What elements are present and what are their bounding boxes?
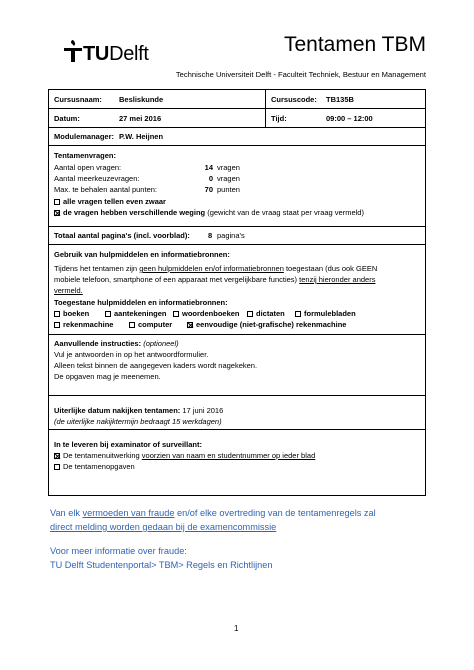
info-line-2[interactable]: TU Delft Studentenportal> TBM> Regels en Richtlijnen <box>50 560 273 570</box>
extra-heading: Aanvullende instructies: (optioneel) <box>54 339 179 348</box>
weight-diff-checkbox[interactable] <box>54 210 60 216</box>
info-line-1: Voor meer informatie over fraude: <box>50 546 187 556</box>
aids-text-line2: mobiele telefoon, smartphone of een apparaat met vergelijkbare functies) tenzij hieronder anders <box>54 275 376 284</box>
formula-sheets-checkbox[interactable] <box>295 311 301 317</box>
mc-questions-label: Aantal meerkeuzevragen: <box>54 174 140 183</box>
max-points-unit: punten <box>217 185 240 194</box>
open-questions-count: 14 <box>204 163 213 172</box>
opt-computer[interactable]: computer <box>129 320 172 330</box>
pages-count: 8 <box>208 231 213 240</box>
exam-cover-form <box>48 89 426 496</box>
calculator-checkbox[interactable] <box>54 322 60 328</box>
page-title: Tentamen TBM <box>283 33 426 56</box>
course-code-label: Cursuscode: <box>271 95 317 104</box>
row-course <box>49 90 425 109</box>
fraud-line-2: direct melding worden gedaan bij de examencommissie <box>50 522 277 532</box>
extra-instruction-2: Alleen tekst binnen de aangegeven kaders wordt nagekeken. <box>54 361 258 370</box>
mc-questions-unit: vragen <box>217 174 240 183</box>
review-note: (de uiterlijke nakijktermijn bedraagt 15 werkdagen) <box>54 417 222 426</box>
opt-books[interactable]: boeken <box>54 309 89 319</box>
notes-checkbox[interactable] <box>105 311 111 317</box>
course-code: TB135B <box>326 95 354 104</box>
submit-heading: In te leveren bij examinator of surveillant: <box>54 440 202 449</box>
exam-date: 27 mei 2016 <box>119 114 162 123</box>
opt-simple-calculator[interactable]: eenvoudige (niet-grafische) rekenmachine <box>187 320 346 330</box>
submit-item-2[interactable]: De tentamenopgaven <box>54 462 135 472</box>
submit-item-1-checkbox[interactable] <box>54 453 60 459</box>
submit-item-1[interactable]: De tentamenuitwerking voorzien van naam en studentnummer op ieder blad <box>54 451 315 461</box>
allowed-heading: Toegestane hulpmiddelen en informatiebronnen: <box>54 298 228 307</box>
mc-questions-count: 0 <box>208 174 213 183</box>
tu-delft-flame-icon <box>62 38 84 64</box>
opt-notes[interactable]: aantekeningen <box>105 309 167 319</box>
row-extra-instructions <box>49 335 425 396</box>
time-label: Tijd: <box>271 114 287 123</box>
row-pages <box>49 227 425 245</box>
opt-dictionaries[interactable]: woordenboeken <box>173 309 240 319</box>
books-checkbox[interactable] <box>54 311 60 317</box>
dictaten-checkbox[interactable] <box>247 311 253 317</box>
logo-wordmark: TUDelft <box>83 43 149 65</box>
weight-equal-checkbox[interactable] <box>54 199 60 205</box>
simple-calculator-checkbox[interactable] <box>187 322 193 328</box>
computer-checkbox[interactable] <box>129 322 135 328</box>
aids-text-line1: Tijdens het tentamen zijn geen hulpmiddelen en/of informatiebronnen toegestaan (dus ook GEEN <box>54 264 378 273</box>
extra-instruction-1: Vul je antwoorden in op het antwoordformulier. <box>54 350 209 359</box>
questions-heading: Tentamenvragen: <box>54 151 116 160</box>
manager-label: Modulemanager: <box>54 132 115 141</box>
opt-formula-sheets[interactable]: formulebladen <box>295 309 356 319</box>
row-questions <box>49 146 425 227</box>
tu-delft-logo <box>62 38 149 64</box>
aids-text-line3: vermeld. <box>54 286 83 295</box>
dictionaries-checkbox[interactable] <box>173 311 179 317</box>
pages-label: Totaal aantal pagina's (incl. voorblad): <box>54 231 190 240</box>
course-name: Besliskunde <box>119 95 164 104</box>
max-points-count: 70 <box>204 185 213 194</box>
course-name-label: Cursusnaam: <box>54 95 102 104</box>
open-questions-label: Aantal open vragen: <box>54 163 122 172</box>
extra-instruction-3: De opgaven mag je meenemen. <box>54 372 161 381</box>
page-number: 1 <box>234 624 239 633</box>
opt-dictaten[interactable]: dictaten <box>247 309 285 319</box>
row-submit <box>49 430 425 496</box>
row-manager <box>49 128 425 146</box>
aids-heading: Gebruik van hulpmiddelen en informatiebronnen: <box>54 250 230 259</box>
max-points-label: Max. te behalen aantal punten: <box>54 185 157 194</box>
submit-item-2-checkbox[interactable] <box>54 464 60 470</box>
row-aids <box>49 245 425 335</box>
manager-name: P.W. Heijnen <box>119 132 164 141</box>
row-date <box>49 109 425 128</box>
review-date-line: Uiterlijke datum nakijken tentamen: 17 juni 2016 <box>54 406 224 415</box>
row-review-date <box>49 396 425 430</box>
opt-calculator[interactable]: rekenmachine <box>54 320 113 330</box>
pages-unit: pagina's <box>217 231 245 240</box>
open-questions-unit: vragen <box>217 163 240 172</box>
weight-diff-option[interactable]: de vragen hebben verschillende weging (gewicht van de vraag staat per vraag vermeld) <box>54 208 364 218</box>
exam-time: 09:00 – 12:00 <box>326 114 373 123</box>
date-label: Datum: <box>54 114 80 123</box>
fraud-line-1: Van elk vermoeden van fraude en/of elke overtreding van de tentamenregels zal <box>50 508 376 518</box>
faculty-subtitle: Technische Universiteit Delft - Faculteit Techniek, Bestuur en Management <box>175 70 426 79</box>
weight-equal-option[interactable]: alle vragen tellen even zwaar <box>54 197 166 207</box>
